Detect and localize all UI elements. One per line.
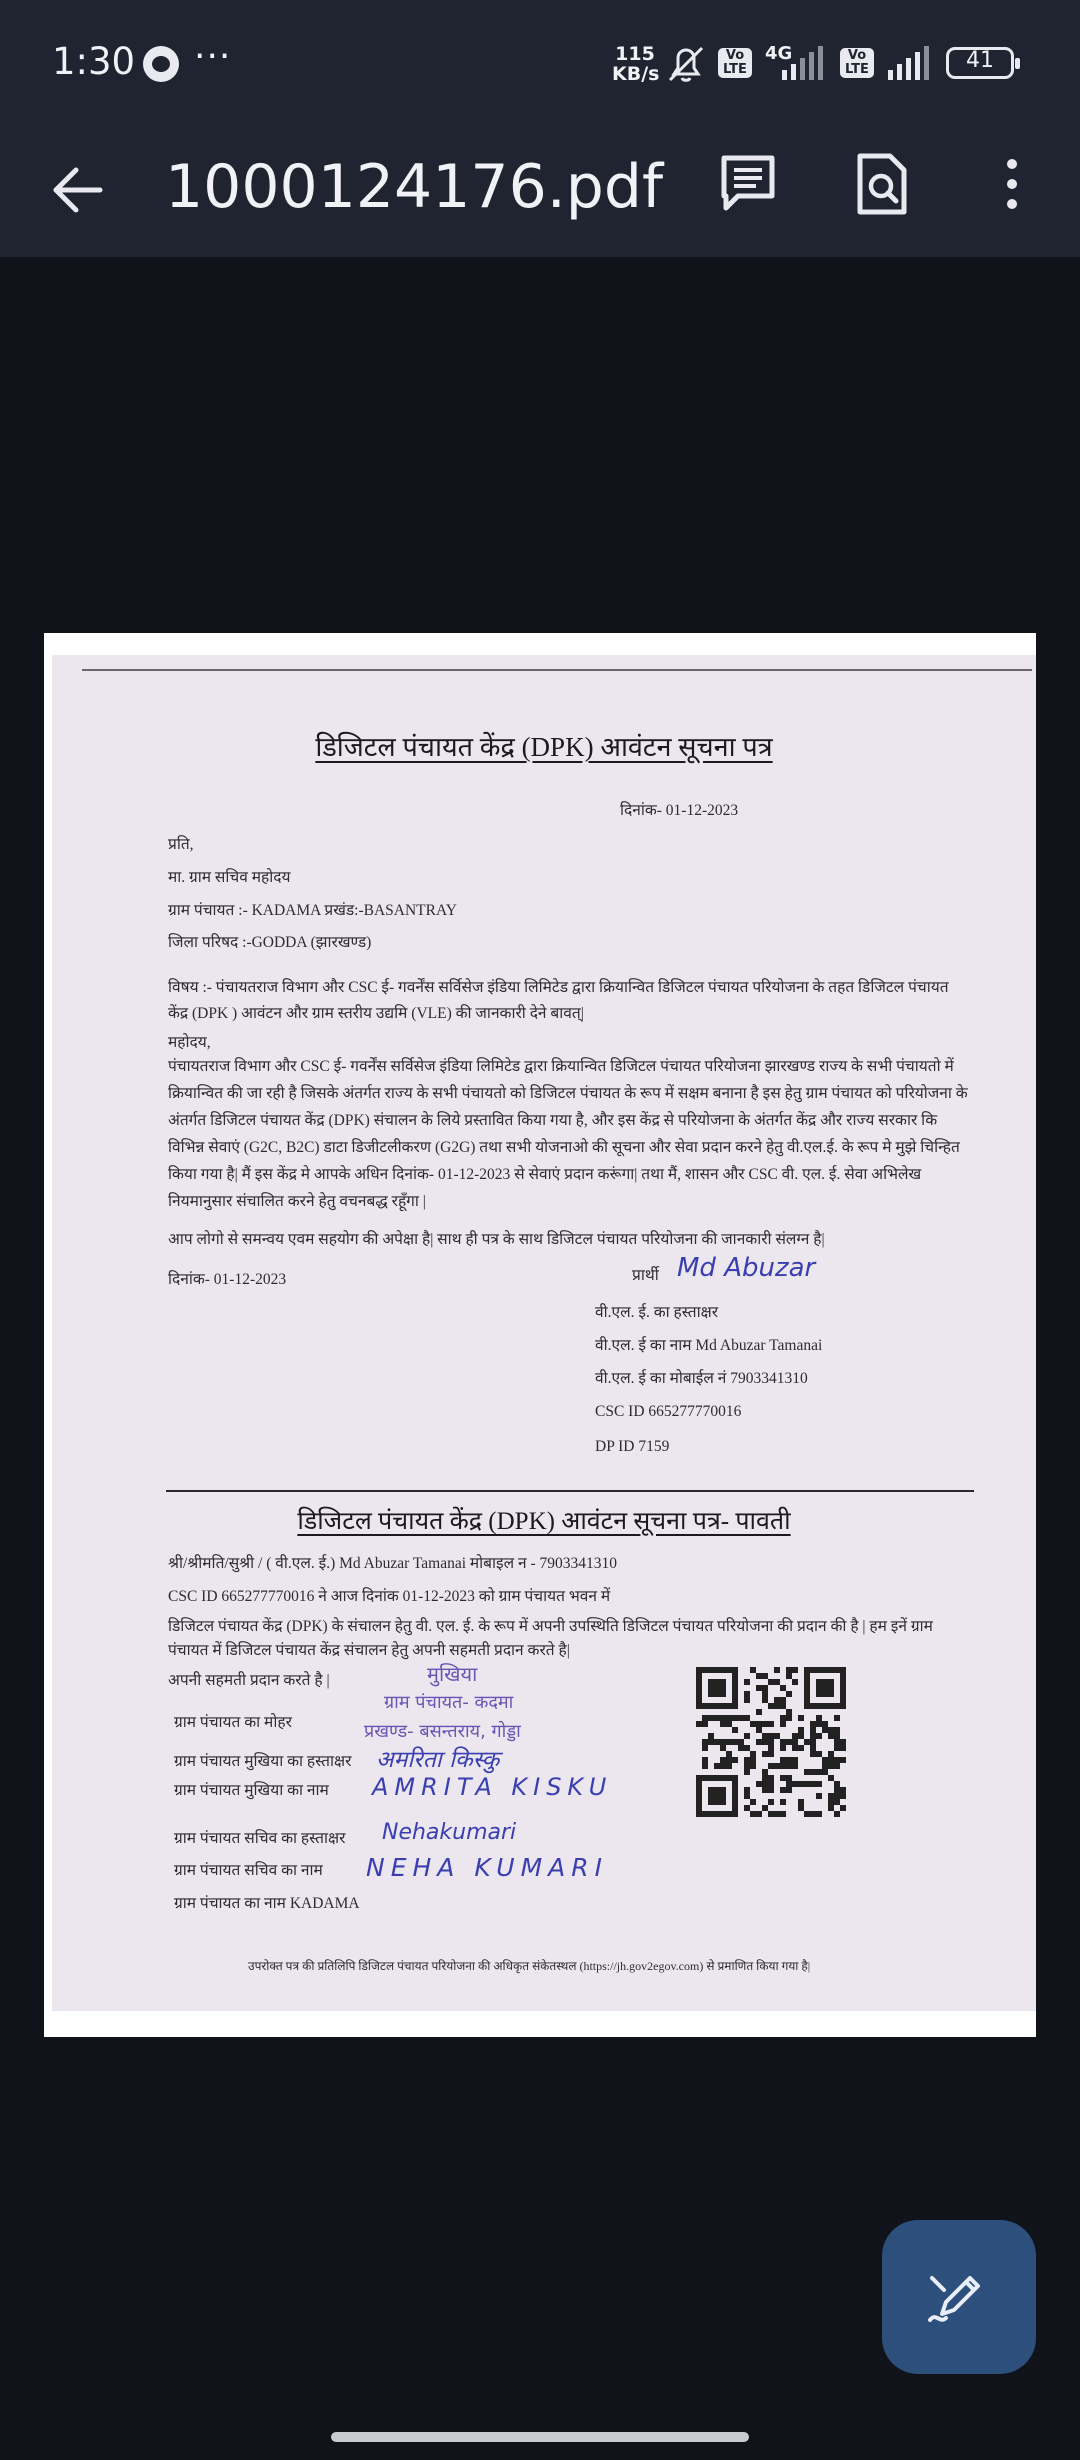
secretary-name: NEHA KUMARI bbox=[366, 1853, 609, 1882]
closing-line: आप लोगो से समन्वय एवम सहयोग की अपेक्षा है| साथ ही पत्र के साथ डिजिटल पंचायत परियोजना की जानकारी संलग्न है| bbox=[168, 1231, 825, 1248]
app-bar bbox=[0, 130, 1080, 257]
ack-line-2: CSC ID 665277770016 ने आज दिनांक 01-12-2023 को ग्राम पंचायत भवन में bbox=[168, 1588, 611, 1605]
status-time: 1:30 bbox=[52, 40, 136, 83]
signal-strength-icon-1 bbox=[778, 46, 826, 80]
battery-level: 41 bbox=[966, 48, 994, 73]
secretary-name-label: ग्राम पंचायत सचिव का नाम bbox=[174, 1862, 323, 1879]
gesture-navigation-handle[interactable] bbox=[331, 2432, 749, 2442]
consent-line: अपनी सहमती प्रदान करते है | bbox=[168, 1672, 330, 1689]
vle-name-line: वी.एल. ई का नाम Md Abuzar Tamanai bbox=[595, 1337, 823, 1354]
pdf-page[interactable] bbox=[44, 633, 1036, 2037]
stamp-panchayat: ग्राम पंचायत- कदमा bbox=[384, 1692, 514, 1713]
vle-mobile-line: वी.एल. ई का मोबाईल नं 7903341310 bbox=[595, 1370, 808, 1387]
secretary-signature: Nehakumari bbox=[382, 1820, 517, 1845]
csc-id-line: CSC ID 665277770016 bbox=[595, 1403, 742, 1420]
applicant-signature: Md Abuzar bbox=[677, 1253, 816, 1283]
to-line: प्रति, bbox=[168, 836, 194, 853]
panchayat-name-line: ग्राम पंचायत का नाम KADAMA bbox=[174, 1895, 360, 1912]
seal-label: ग्राम पंचायत का मोहर bbox=[174, 1714, 292, 1731]
body-paragraph: पंचायतराज विभाग और CSC ई- गवर्नेंस सर्विसेज इंडिया लिमिटेड द्वारा क्रियान्वित डिजिटल पंचायत परियोजना झारखण्ड राज्य के सभी पंचायतो में क्रियान्वित की जा रही है जिसके अंतर्गत राज्य के सभी पंचायतो को डिजिटल पंचायत के रूप में सक्षम बनाना है इस हेतु ग्राम पंचायत को परियोजना के अंतर्गत डिजिटल पंचायत केंद्र (DPK) संचालन के लिये प्रस्तावित किया गया है, और इस केंद्र से परियोजना के अंतर्गत केंद्र और राज्य सरकार कि विभिन्न सेवाएं (G2C, B2C) डाटा डिजीटलीकरण (G2G) तथा सभी योजनाओ की सूचना और सेवा प्रदान करने हेतु वी.एल.ई. के रूप मे मुझे चिन्हित किया गया है| मैं इस केंद्र मे आपके अधिन दिनांक- 01-12-2023 से सेवाएं प्रदान करूंगा| तथा मैं, शासन और CSC वी. एल. ई. सेवा अभिलेख नियमानुसार संचालित करने हेतु वचनबद्ध रहूँगा | bbox=[168, 1058, 968, 1210]
secretary-signature-label: ग्राम पंचायत सचिव का हस्ताक्षर bbox=[174, 1830, 346, 1847]
search-in-document-icon[interactable] bbox=[852, 152, 912, 216]
signal-strength-icon-2 bbox=[884, 46, 932, 80]
back-arrow-icon[interactable] bbox=[48, 160, 108, 220]
top-bar bbox=[0, 0, 1080, 257]
qr-code-image bbox=[696, 1667, 846, 1817]
ack-paragraph: डिजिटल पंचायत केंद्र (DPK) के संचालन हेतु वी. एल. ई. के रूप में अपनी उपस्थिति डिजिटल पंचायत परियोजना की प्रदान की है | हम इनें ग्राम पंचायत में डिजिटल पंचायत केंद्र संचालन हेतु अपनी सहमती प्रदान करते है| bbox=[168, 1618, 933, 1659]
vle-signature-label: वी.एल. ई. का हस्ताक्षर bbox=[595, 1304, 719, 1321]
acknowledgement-heading: डिजिटल पंचायत केंद्र (DPK) आवंटन सूचना पत्र- पावती bbox=[297, 1508, 791, 1535]
scanned-letter bbox=[52, 655, 1036, 2011]
pen-edit-icon bbox=[924, 2262, 994, 2332]
whatsapp-notification-icon bbox=[143, 46, 179, 82]
battery-icon bbox=[946, 47, 1014, 79]
volte-badge-1: Vo LTE bbox=[718, 48, 752, 78]
recipient-line: मा. ग्राम सचिव महोदय bbox=[168, 869, 291, 886]
dp-id-line: DP ID 7159 bbox=[595, 1438, 670, 1455]
subject-paragraph: विषय :- पंचायतराज विभाग और CSC ई- गवर्नेंस सर्विसेज इंडिया लिमिटेड द्वारा क्रियान्वित डिजिटल पंचायत परियोजना के तहत डिजिटल पंचायत केंद्र (DPK ) आवंटन और ग्राम स्तरीय उद्यमि (VLE) की जानकारी देने बावत्| bbox=[168, 979, 949, 1022]
sir-line: महोदय, bbox=[168, 1034, 211, 1051]
section-divider bbox=[166, 1490, 974, 1492]
date-bottom: दिनांक- 01-12-2023 bbox=[168, 1271, 287, 1288]
volte-badge-2: Vo LTE bbox=[840, 48, 874, 78]
mukhiya-signature-label: ग्राम पंचायत मुखिया का हस्ताक्षर bbox=[174, 1753, 352, 1770]
applicant-label: प्रार्थी bbox=[632, 1267, 659, 1284]
ack-line-1: श्री/श्रीमति/सुश्री / ( वी.एल. ई.) Md Abuzar Tamanai मोबाइल न - 7903341310 bbox=[168, 1555, 618, 1572]
network-speed-unit: KB/s bbox=[612, 63, 660, 85]
network-type: 4G bbox=[765, 43, 793, 64]
more-options-icon[interactable] bbox=[995, 152, 1029, 216]
edit-annotate-button[interactable] bbox=[882, 2220, 1036, 2374]
stamp-block: प्रखण्ड- बसन्तराय, गोड्डा bbox=[364, 1721, 521, 1742]
letter-heading: डिजिटल पंचायत केंद्र (DPK) आवंटन सूचना पत्र bbox=[315, 732, 773, 762]
more-notifications-icon: ··· bbox=[194, 36, 232, 77]
stamp-mukhiya: मुखिया bbox=[427, 1662, 478, 1686]
network-speed-value: 115 bbox=[615, 43, 655, 65]
mukhiya-name: AMRITA KISKU bbox=[372, 1773, 613, 1801]
status-bar bbox=[0, 0, 1080, 130]
mukhiya-signature: अमरिता किस्कु bbox=[376, 1747, 500, 1773]
comment-icon[interactable] bbox=[718, 152, 778, 212]
scan-edge-line bbox=[82, 669, 1032, 671]
footer-note: उपरोक्त पत्र की प्रतिलिपि डिजिटल पंचायत परियोजना की अधिकृत संकेतस्थल (https://jh.gov2egov.com) से प्रमाणित किया गया है| bbox=[248, 1959, 811, 1973]
mukhiya-name-label: ग्राम पंचायत मुखिया का नाम bbox=[174, 1782, 329, 1799]
network-speed bbox=[612, 44, 658, 84]
district-line: जिला परिषद :-GODDA (झारखण्ड) bbox=[168, 934, 372, 951]
document-title: 1000124176.pdf bbox=[165, 152, 664, 222]
panchayat-line: ग्राम पंचायत :- KADAMA प्रखंड:-BASANTRAY bbox=[168, 902, 457, 919]
date-top: दिनांक- 01-12-2023 bbox=[620, 802, 739, 819]
bell-off-icon bbox=[664, 44, 708, 84]
